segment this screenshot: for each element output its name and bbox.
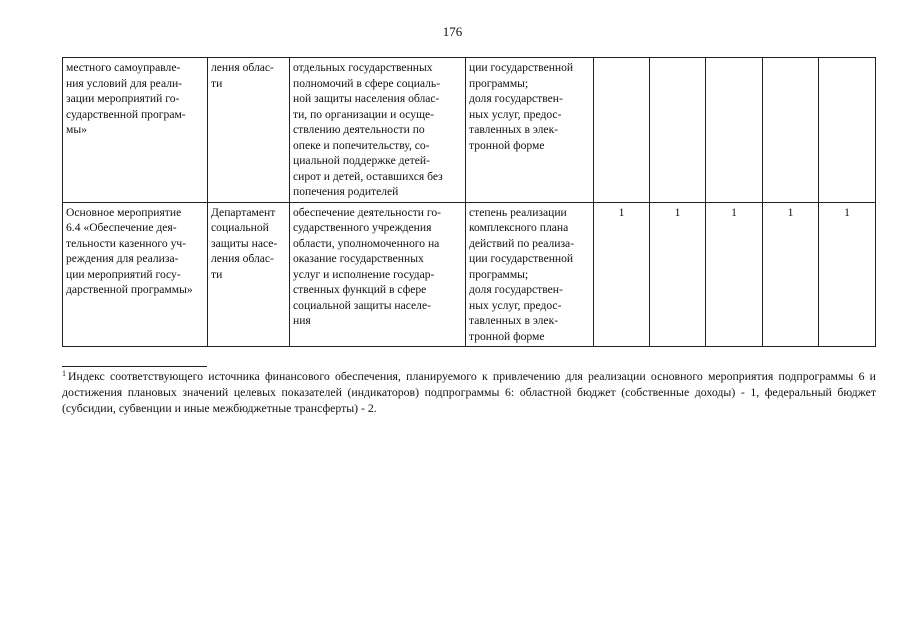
value-cell	[706, 58, 763, 203]
description-cell: обеспечение деятельности го- сударственного учреждения области, уполномоченного на оказание государственных услуг и исполнение государ- ственных функций в сфере социальной защиты населе- ния	[290, 202, 466, 347]
indicator-cell: ции государственной программы; доля государствен- ных услуг, предос- тавленных в элек- тронной форме	[466, 58, 594, 203]
value-cell: 1	[819, 202, 876, 347]
value-cell	[594, 58, 650, 203]
footnote-separator	[62, 366, 207, 367]
value-cell: 1	[650, 202, 706, 347]
executor-cell: Департамент социальной защиты насе- ления облас- ти	[208, 202, 290, 347]
description-cell: отдельных государственных полномочий в сфере социаль- ной защиты населения облас- ти, по организации и осуще- ствлению деятельности по опеке и попечительству, со- циальной поддержке детей- сирот и детей, оставшихся без попечения родителей	[290, 58, 466, 203]
indicator-cell: степень реализации комплексного плана действий по реализа- ции государственной программы; доля государствен- ных услуг, предос- тавленных в элек- тронной форме	[466, 202, 594, 347]
footnote-marker: 1	[62, 369, 66, 378]
data-table	[62, 57, 876, 347]
value-cell	[763, 58, 819, 203]
footnote-text: Индекс соответствующего источника финансового обеспечения, планируемого к привлечению для реализации основного мероприятия подпрограммы 6 и достижения плановых значений целевых показателей (индикаторов) подпрограммы 6: областной бюджет (собственные доходы) - 1, федеральный бюджет (субсидии, субвенции и иные межбюджетные трансферты) - 2.	[62, 369, 876, 415]
value-cell: 1	[594, 202, 650, 347]
footnote	[62, 368, 876, 416]
value-cell	[650, 58, 706, 203]
table-row	[63, 202, 876, 347]
table-row	[63, 58, 876, 203]
executor-cell: ления облас- ти	[208, 58, 290, 203]
value-cell: 1	[706, 202, 763, 347]
value-cell: 1	[763, 202, 819, 347]
measure-name-cell: Основное мероприятие 6.4 «Обеспечение дея- тельности казенного уч- реждения для реализа- ции мероприятий госу- дарственной программы»	[63, 202, 208, 347]
value-cell	[819, 58, 876, 203]
measure-name-cell: местного самоуправле- ния условий для реали- зации мероприятий го- сударственной програм- мы»	[63, 58, 208, 203]
page-number: 176	[442, 24, 463, 39]
